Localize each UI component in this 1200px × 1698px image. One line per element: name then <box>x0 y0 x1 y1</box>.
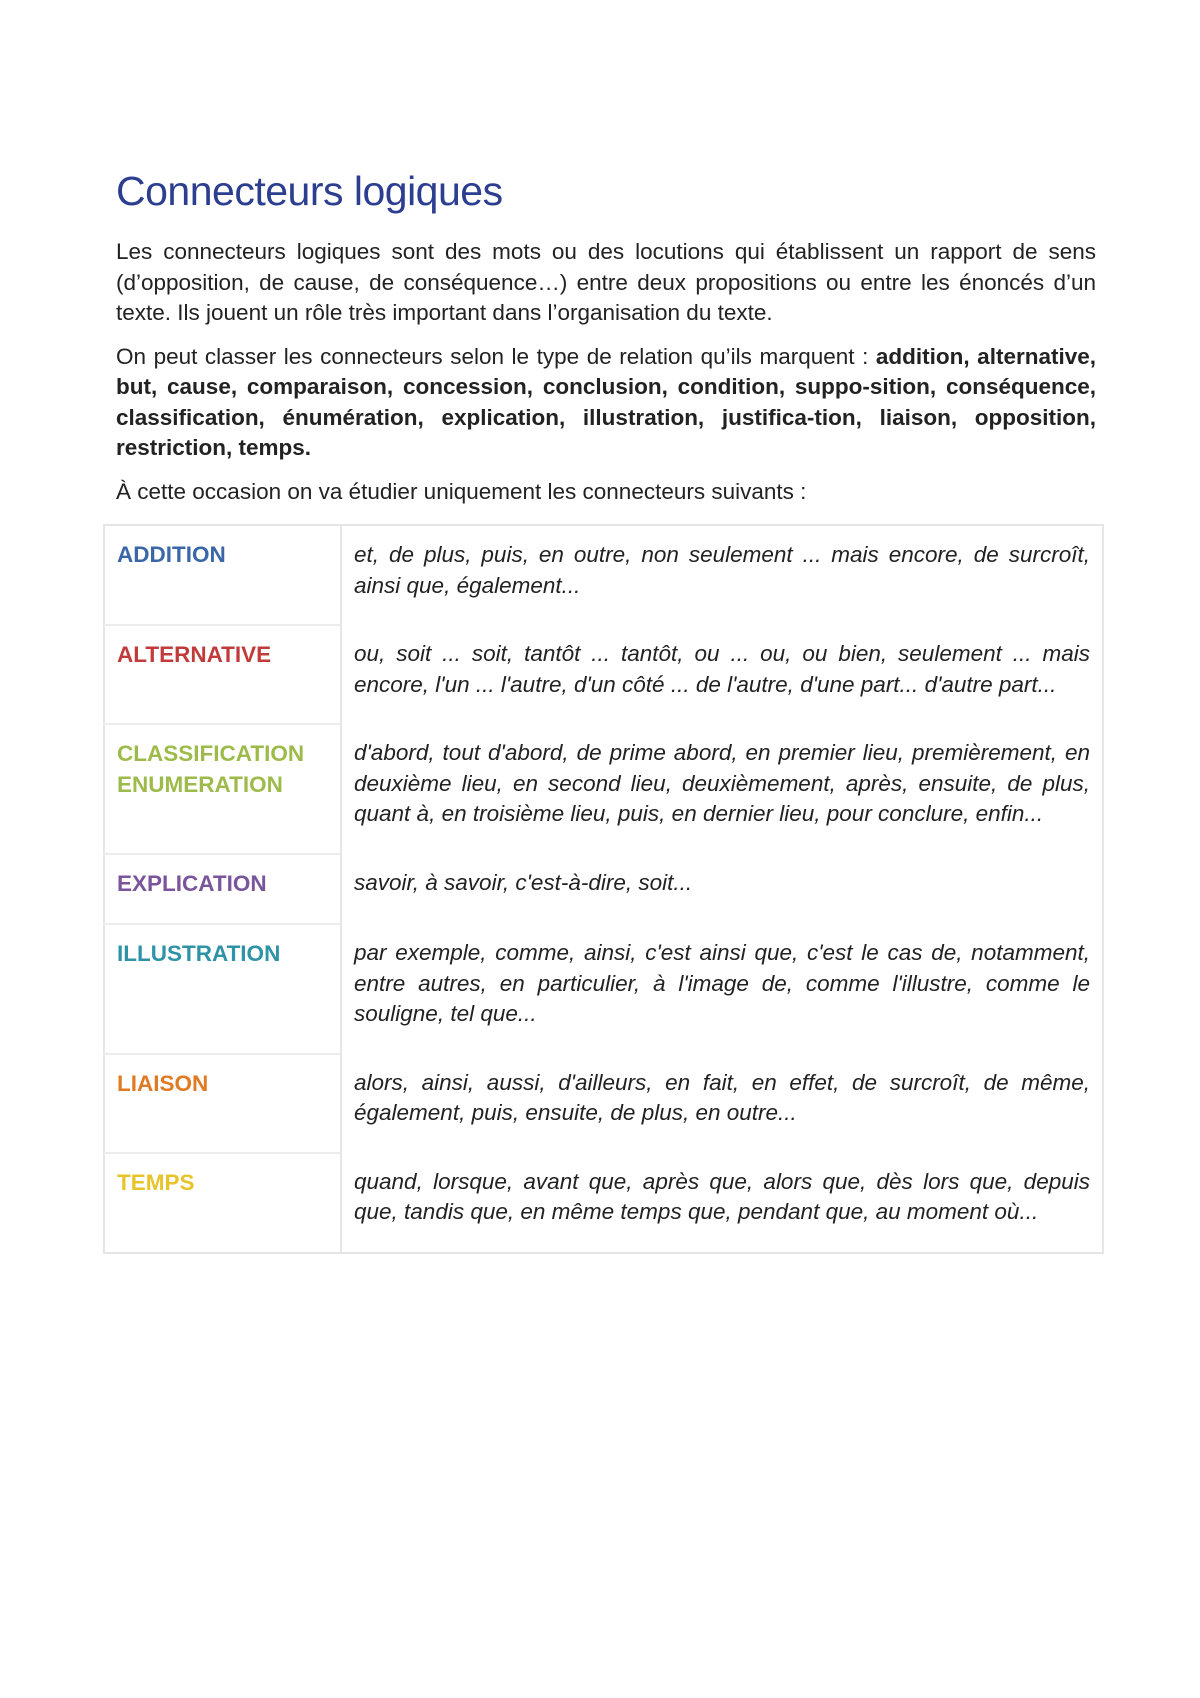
category-word: TEMPS <box>117 1169 195 1195</box>
category-word: LIAISON <box>117 1070 209 1096</box>
connectors-list: et, de plus, puis, en outre, non seulement ... mais encore, de surcroît, ainsi que, également... <box>354 542 1090 598</box>
table-row <box>104 525 1103 625</box>
table-row <box>104 854 1103 925</box>
table-row <box>104 1153 1103 1253</box>
table-row <box>104 924 1103 1054</box>
connectors-list: ou, soit ... soit, tantôt ... tantôt, ou ... ou, ou bien, seulement ... mais encore, l'un ... l'autre, d'un côté ... de l'autre, d'une part... d'autre part... <box>354 641 1090 697</box>
intro-paragraph-3: À cette occasion on va étudier uniquement les connecteurs suivants : <box>116 478 807 504</box>
relation-types-list: addition, alternative, but, cause, comparaison, concession, conclusion, condition, suppo-sition, conséquence, classification, énumération, explication, illustration, justifica-tion, liaison, opposition, restriction, temps. <box>116 343 1096 460</box>
category-word: ILLUSTRATION <box>117 941 281 966</box>
connectors-list: par exemple, comme, ainsi, c'est ainsi que, c'est le cas de, notamment, entre autres, en particulier, à l'image de, comme l'illustre, comme le souligne, tel que... <box>354 940 1090 1026</box>
connectors-table <box>103 524 1104 1254</box>
connectors-list: alors, ainsi, aussi, d'ailleurs, en fait, en effet, de surcroît, de même, également, puis, ensuite, de plus, en outre... <box>354 1069 1090 1125</box>
intro-paragraph-1: Les connecteurs logiques sont des mots ou des locutions qui établissent un rapport de sens (d’opposition, de cause, de conséquence…) entre deux propositions ou entre les énoncés d’un texte. Ils jouent un rôle très important dans l’organisation du texte. <box>116 239 1096 325</box>
category-word: ENUMERATION <box>117 771 283 797</box>
document-body <box>116 168 1096 520</box>
category-label <box>104 1153 341 1253</box>
category-word: EXPLICATION <box>117 870 267 896</box>
table-row <box>104 1054 1103 1153</box>
connectors-list: quand, lorsque, avant que, après que, alors que, dès lors que, depuis que, tandis que, en même temps que, pendant que, au moment où... <box>354 1168 1090 1224</box>
table-row <box>104 724 1103 854</box>
connectors-list: d'abord, tout d'abord, de prime abord, en premier lieu, premièrement, en deuxième lieu, en second lieu, deuxièmement, après, ensuite, de plus, quant à, en troisième lieu, puis, en dernier lieu, pour conclure, enfin... <box>354 740 1090 826</box>
intro-paragraph-2 <box>116 342 1096 464</box>
category-word: ADDITION <box>117 542 226 567</box>
connectors-table-body <box>104 525 1103 1253</box>
category-label <box>104 724 341 854</box>
intro-paragraph-2-text: On peut classer les connecteurs selon le type de relation qu’ils marquent : <box>116 343 869 369</box>
page-title: Connecteurs logiques <box>116 168 503 214</box>
category-label <box>104 625 341 724</box>
category-label <box>104 854 341 925</box>
category-word: CLASSIFICATION <box>117 741 305 766</box>
category-label <box>104 525 341 625</box>
category-word: ALTERNATIVE <box>117 642 272 667</box>
category-label <box>104 1054 341 1153</box>
table-row <box>104 625 1103 724</box>
connectors-list: savoir, à savoir, c'est-à-dire, soit... <box>354 869 693 895</box>
category-label <box>104 924 341 1054</box>
